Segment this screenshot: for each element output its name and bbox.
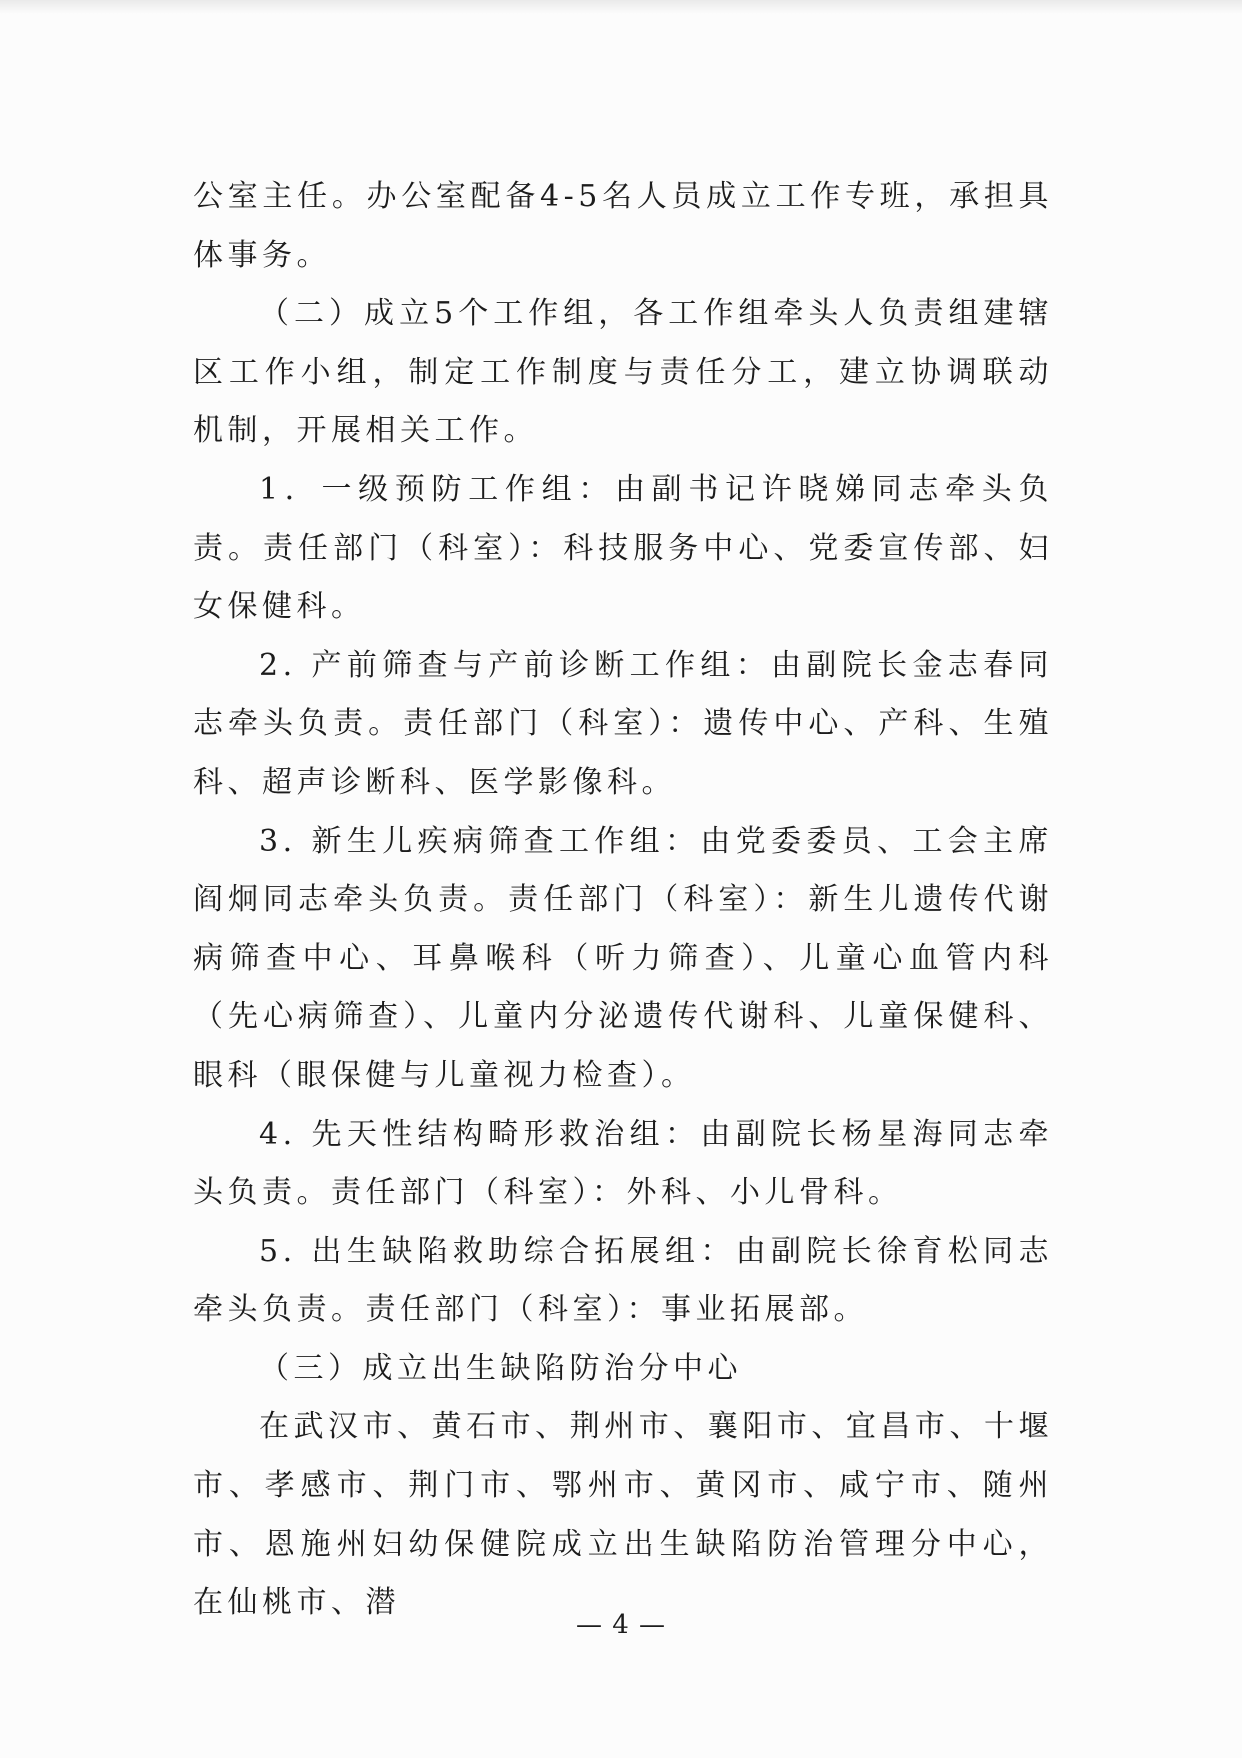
paragraph-sub-centers: 在武汉市、黄石市、荆州市、襄阳市、宜昌市、十堰市、孝感市、荆门市、鄂州市、黄冈市、咸宁市、随州市、恩施州妇幼保健院成立出生缺陷防治管理分中心，在仙桃市、潜 bbox=[193, 1409, 1053, 1621]
paragraph-group-3: 3. 新生儿疾病筛查工作组：由党委委员、工会主席阎炯同志牵头负责。责任部门（科室）：新生儿遗传代谢病筛查中心、耳鼻喉科（听力筛查）、儿童心血管内科（先心病筛查）、儿童内分泌遗传代谢科、儿童保健科、眼科（眼保健与儿童视力检查）。 bbox=[193, 823, 1053, 1093]
paragraph-group-5: 5. 出生缺陷救助综合拓展组：由副院长徐育松同志牵头负责。责任部门（科室）：事业拓展部。 bbox=[193, 1233, 1053, 1328]
paragraph-section-two-heading: （二）成立5个工作组，各工作组牵头人负责组建辖区工作小组，制定工作制度与责任分工，建立协调联动机制，开展相关工作。 bbox=[193, 296, 1053, 449]
document-body bbox=[193, 168, 1053, 1633]
paragraph-group-4: 4. 先天性结构畸形救治组：由副院长杨星海同志牵头负责。责任部门（科室）：外科、小儿骨科。 bbox=[193, 1116, 1053, 1211]
scan-top-shadow bbox=[0, 0, 1242, 14]
page-number: — 4 — bbox=[575, 1610, 667, 1640]
paragraph-group-1: 1．一级预防工作组：由副书记许晓娣同志牵头负责。责任部门（科室）：科技服务中心、党委宣传部、妇女保健科。 bbox=[193, 471, 1053, 625]
paragraph-office-staff: 公室主任。办公室配备4-5名人员成立工作专班，承担具体事务。 bbox=[193, 179, 1053, 273]
paragraph-group-2: 2. 产前筛查与产前诊断工作组：由副院长金志春同志牵头负责。责任部门（科室）：遗传中心、产科、生殖科、超声诊断科、医学影像科。 bbox=[193, 647, 1053, 800]
paragraph-section-three-heading: （三）成立出生缺陷防治分中心 bbox=[259, 1350, 742, 1386]
